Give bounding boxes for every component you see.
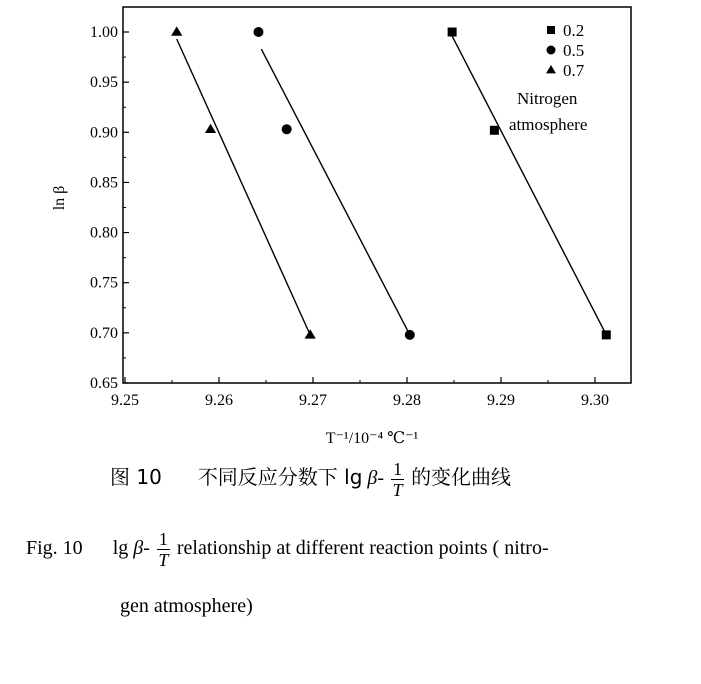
caption-cn-beta: β bbox=[367, 467, 378, 490]
plot-frame bbox=[123, 7, 631, 383]
y-tick-label: 0.90 bbox=[90, 124, 118, 142]
x-axis-ticks bbox=[111, 377, 609, 409]
fit-line-0-7 bbox=[177, 39, 310, 335]
caption-cn-frac-den: T bbox=[392, 480, 403, 500]
x-tick-label: 9.29 bbox=[487, 392, 515, 409]
svg-text:ln β: ln β bbox=[51, 185, 68, 211]
point-0-2 bbox=[490, 126, 499, 135]
legend bbox=[546, 21, 585, 80]
y-tick-label: 0.85 bbox=[90, 174, 118, 192]
y-tick-label: 0.75 bbox=[90, 274, 118, 292]
legend-marker-0-5 bbox=[547, 46, 556, 55]
legend-label-0-7: 0.7 bbox=[563, 61, 585, 80]
caption-cn-tail: 的变化曲线 bbox=[411, 465, 512, 490]
caption-en-line2: gen atmosphere) bbox=[120, 595, 253, 617]
point-0-2 bbox=[448, 28, 457, 37]
caption-en-frac-den: T bbox=[158, 550, 169, 570]
fit-line-0-5 bbox=[261, 49, 410, 335]
point-0-7 bbox=[205, 124, 216, 133]
caption-en-text: relationship at different reaction points ( nitro- bbox=[176, 537, 549, 560]
caption-cn-frac-num: 1 bbox=[393, 459, 403, 479]
point-0-5 bbox=[253, 27, 263, 37]
caption-en: Fig. 10 lg β- $\frac{1}{T}$ relationship at different reaction points ( nitro- bbox=[26, 529, 549, 570]
annotation bbox=[509, 89, 587, 134]
caption-en-beta: β bbox=[133, 537, 144, 560]
x-axis-label: T⁻¹/10⁻⁴ ℃⁻¹ bbox=[325, 430, 419, 447]
x-tick-label: 9.25 bbox=[111, 392, 139, 409]
caption-cn-fraction bbox=[391, 460, 404, 499]
caption-cn-fig: 图 10 bbox=[110, 465, 162, 490]
caption-cn-text: 不同反应分数下 lg bbox=[197, 465, 363, 490]
fit-lines bbox=[177, 36, 607, 335]
y-tick-label: 0.95 bbox=[90, 74, 118, 92]
caption-en-frac-num: 1 bbox=[158, 529, 168, 549]
x-tick-label: 9.26 bbox=[205, 392, 233, 409]
y-axis-label bbox=[51, 186, 68, 211]
x-tick-label: 9.30 bbox=[581, 392, 609, 409]
legend-marker-0-2 bbox=[547, 26, 555, 34]
point-0-5 bbox=[282, 124, 292, 134]
point-0-7 bbox=[305, 329, 316, 338]
x-tick-label: 9.27 bbox=[299, 392, 327, 409]
legend-marker-0-7 bbox=[546, 65, 556, 73]
data-points bbox=[171, 26, 611, 339]
point-0-2 bbox=[602, 330, 611, 339]
y-tick-label: 0.80 bbox=[90, 224, 118, 242]
y-tick-label: 0.70 bbox=[90, 324, 118, 342]
y-tick-label: 1.00 bbox=[90, 24, 118, 41]
fit-line-0-2 bbox=[452, 36, 606, 335]
x-tick-label: 9.28 bbox=[393, 392, 421, 409]
y-tick-label: 0.65 bbox=[90, 375, 118, 392]
point-0-7 bbox=[171, 26, 182, 35]
caption-en-fraction bbox=[157, 530, 170, 569]
annotation-line: Nitrogen bbox=[517, 89, 578, 108]
caption-en-lg: lg bbox=[112, 537, 129, 560]
legend-label-0-5: 0.5 bbox=[563, 41, 585, 60]
point-0-5 bbox=[405, 330, 415, 340]
legend-label-0-2: 0.2 bbox=[563, 21, 585, 40]
caption-cn: 图 10 不同反应分数下 lg β- $\frac{1}{T}$ 的变化曲线 bbox=[110, 459, 512, 500]
caption-en-fig: Fig. 10 bbox=[26, 537, 83, 560]
annotation-line: atmosphere bbox=[509, 115, 588, 134]
